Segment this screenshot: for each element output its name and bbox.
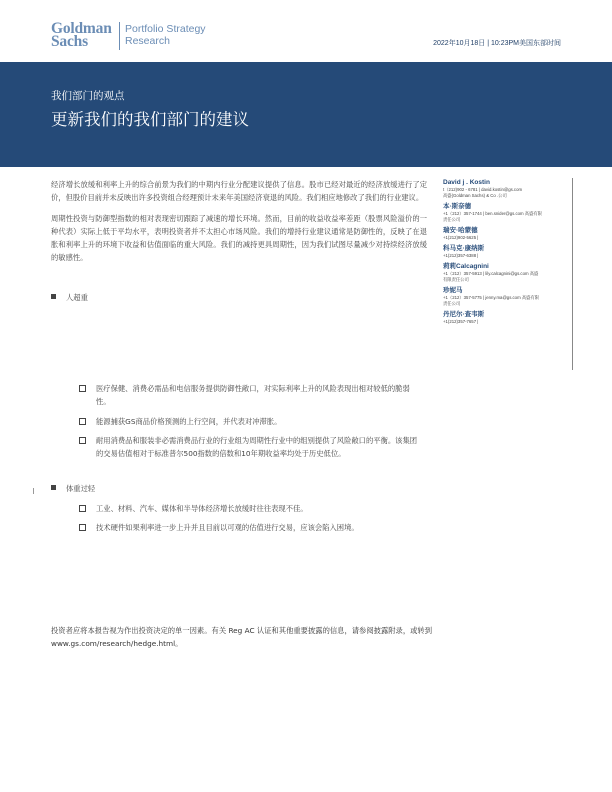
overweight-heading: 人超重: [51, 293, 88, 303]
margin-mark: [33, 488, 34, 494]
overweight-item: 医疗保健、消费必需品和电信服务提供防御性敞口，对实际利率上升的风险表现出相对较低的脆弱性。: [79, 382, 424, 408]
contact-entry: 莉莉Calcagnini +1（212）357-5913 | lily.calcagnini@gs.com 高盛 有限责任公司: [443, 263, 539, 282]
overweight-item: 耐用消费品和服装非必需消费品行业的行业组为周期性行业中的组别提供了风险敞口的平衡。该集团的交易估值相对于标准普尔500指数的倍数和10年期收益率均处于历史低位。: [79, 434, 424, 460]
overweight-item: 能源捕获GS商品价格预测的上行空间，并代表对冲滞胀。: [79, 415, 424, 428]
goldman-sachs-logo: [51, 22, 251, 52]
square-bullet-icon: [51, 294, 56, 299]
title-banner: [0, 62, 612, 167]
contact-entry: 珍妮马 +1（212）357-5775 | jenny.ma@gs.com 高盛有限 责任公司: [443, 287, 540, 306]
report-body: [51, 178, 427, 272]
square-bullet-icon: [51, 485, 56, 490]
underweight-item: 技术硬件如果利率进一步上升并且目前以可观的估值进行交易，应该会陷入困境。: [79, 521, 424, 534]
report-title: 更新我们的我们部门的建议: [51, 110, 249, 129]
underweight-heading: 体重过轻: [51, 484, 95, 494]
contact-entry: David j . Kostin t（212)902 - 6781 | david.kostin@gs.com 高盛(Goldman Sachs) & Co .公司: [443, 179, 523, 198]
disclosure-footer: 投资者应将本报告视为作出投资决定的单一因素。有关 Reg AC 认证和其他重要披露的信息，请参阅披露附录，或转到 www.gs.com/research/hedge.html。: [51, 626, 433, 648]
checkbox-bullet-icon: [79, 385, 86, 392]
contact-entry: 科马克·康纳斯 +1(212)357-6388 |: [443, 245, 485, 258]
logo-department: Portfolio Strategy Research: [125, 23, 206, 47]
contact-entry: 本·斯奈德 +1（212）357-1744 | ben.snider@gs.com 高盛有限 责任公司: [443, 203, 542, 222]
analyst-contacts: [443, 178, 573, 370]
contact-entry: 丹尼尔·查韦斯 +1(212)357-7657 |: [443, 311, 485, 324]
contact-entry: 瑞安·哈蒙德 +1(212)902-5625 |: [443, 227, 479, 240]
banner-subtitle: 我们部门的观点: [51, 90, 125, 102]
checkbox-bullet-icon: [79, 505, 86, 512]
checkbox-bullet-icon: [79, 524, 86, 531]
checkbox-bullet-icon: [79, 418, 86, 425]
logo-wordmark: Goldman Sachs: [51, 20, 112, 50]
report-datetime: 2022年10月18日 | 10:23PM美国东部时间: [433, 40, 561, 47]
underweight-item: 工业、材料、汽车、媒体和半导体经济增长放缓时往往表现不佳。: [79, 502, 424, 515]
intro-paragraph: 经济增长放缓和利率上升的综合前景为我们的中期内行业分配建议提供了信息。股市已经对最近的经济放缓进行了定价，但股价目前并未反映出许多投资组合经理预计未来年美国经济衰退的风险。我们相应地修改了我们的行业建议。: [51, 180, 427, 202]
logo-divider: [119, 22, 120, 50]
analysis-paragraph: 周期性投资与防御型指数的相对表现密切跟踪了减速的增长环境。然而，目前的收益收益率差距（股票风险溢价的一种代表）实际上低于平均水平，表明投资者并不太担心市场风险。我们的增持行业建议通常是防御性的，反映了在退胀和利率上升的环境下收益和估值面临的重大风险。我们的减持更具周期性，因为我们试图尽量减少对持续经济放缓的敏感性。: [51, 214, 427, 262]
checkbox-bullet-icon: [79, 437, 86, 444]
